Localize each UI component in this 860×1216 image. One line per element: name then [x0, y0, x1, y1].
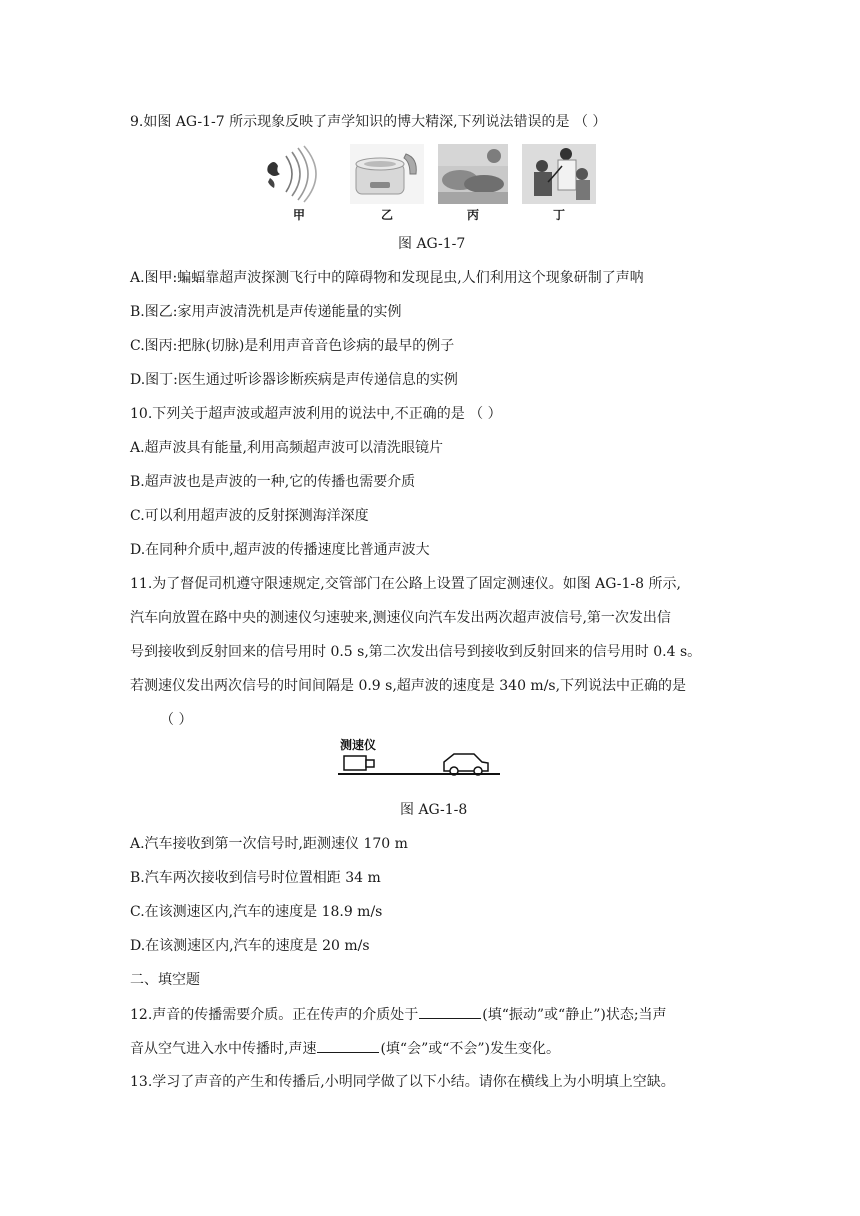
device-label: 测速仪	[340, 738, 377, 752]
q9-option-c: C.图丙:把脉(切脉)是利用声音音色诊病的最早的例子	[130, 338, 455, 354]
q12-line2-part-a: 音从空气进入水中传播时,声速	[130, 1041, 317, 1057]
q12-blank-1[interactable]	[419, 1004, 481, 1019]
q9-stem: 9.如图 AG-1-7 所示现象反映了声学知识的博大精深,下列说法错误的是 （ ）	[130, 114, 607, 130]
q10-option-b: B.超声波也是声波的一种,它的传播也需要介质	[130, 474, 416, 490]
figure-caption-ag-1-7: 图 AG-1-7	[398, 236, 466, 252]
figure-caption-ag-1-8: 图 AG-1-8	[400, 802, 468, 818]
q9-option-a: A.图甲:蝙蝠靠超声波探测飞行中的障碍物和发现昆虫,人们利用这个现象研制了声呐	[130, 270, 644, 286]
q10-option-d: D.在同种介质中,超声波的传播速度比普通声波大	[130, 542, 430, 558]
q11-answer-bracket: （ ）	[160, 712, 193, 728]
q13-stem: 13.学习了声音的产生和传播后,小明同学做了以下小结。请你在横线上为小明填上空缺。	[130, 1074, 675, 1090]
q11-option-b: B.汽车两次接收到信号时位置相距 34 m	[130, 870, 381, 886]
q12-line2-part-b: (填“会”或“不会”)发生变化。	[380, 1041, 561, 1057]
q11-option-a: A.汽车接收到第一次信号时,距测速仪 170 m	[130, 836, 408, 852]
pulse-taking-image	[438, 144, 508, 204]
section-fill-in-title: 二、填空题	[130, 972, 200, 988]
q10-stem: 10.下列关于超声波或超声波利用的说法中,不正确的是 （ ）	[130, 406, 502, 422]
q11-stem-line-2: 汽车向放置在路中央的测速仪匀速驶来,测速仪向汽车发出两次超声波信号,第一次发出信	[130, 610, 671, 626]
stethoscope-doctor-image	[522, 144, 596, 204]
q11-option-d: D.在该测速区内,汽车的速度是 20 m/s	[130, 938, 370, 954]
q12-blank-2[interactable]	[317, 1038, 379, 1053]
q12-line1-part-a: 12.声音的传播需要介质。正在传声的介质处于	[130, 1007, 419, 1023]
q12-line-1	[130, 1004, 667, 1025]
panel-label-ding: 丁	[552, 208, 565, 222]
ultrasonic-cleaner-image	[350, 144, 424, 204]
q10-option-c: C.可以利用超声波的反射探测海洋深度	[130, 508, 369, 524]
q10-option-a: A.超声波具有能量,利用高频超声波可以清洗眼镜片	[130, 440, 444, 456]
panel-label-jia: 甲	[292, 208, 305, 222]
q9-option-d: D.图丁:医生通过听诊器诊断疾病是声传递信息的实例	[130, 372, 458, 388]
speed-detector-emitter	[366, 760, 374, 767]
q11-stem-line-4: 若测速仪发出两次信号的时间间隔是 0.9 s,超声波的速度是 340 m/s,下列说法中正确的是	[130, 678, 687, 694]
q12-line-2	[130, 1038, 560, 1059]
q12-line1-part-b: (填“振动”或“静止”)状态;当声	[482, 1007, 667, 1023]
q11-stem-line-1: 11.为了督促司机遵守限速规定,交管部门在公路上设置了固定测速仪。如图 AG-1-8 所示,	[130, 576, 681, 592]
q11-stem-line-3: 号到接收到反射回来的信号用时 0.5 s,第二次发出信号到接收到反射回来的信号用时 0.4 s。	[130, 644, 702, 660]
speed-detector-body	[344, 756, 366, 770]
speed-detector-diagram	[336, 736, 502, 778]
panel-label-bing: 丙	[466, 208, 479, 222]
q9-option-b: B.图乙:家用声波清洗机是声传递能量的实例	[130, 304, 402, 320]
panel-label-yi: 乙	[380, 208, 393, 222]
q11-option-c: C.在该测速区内,汽车的速度是 18.9 m/s	[130, 904, 383, 920]
bat-ultrasound-image	[264, 144, 336, 204]
